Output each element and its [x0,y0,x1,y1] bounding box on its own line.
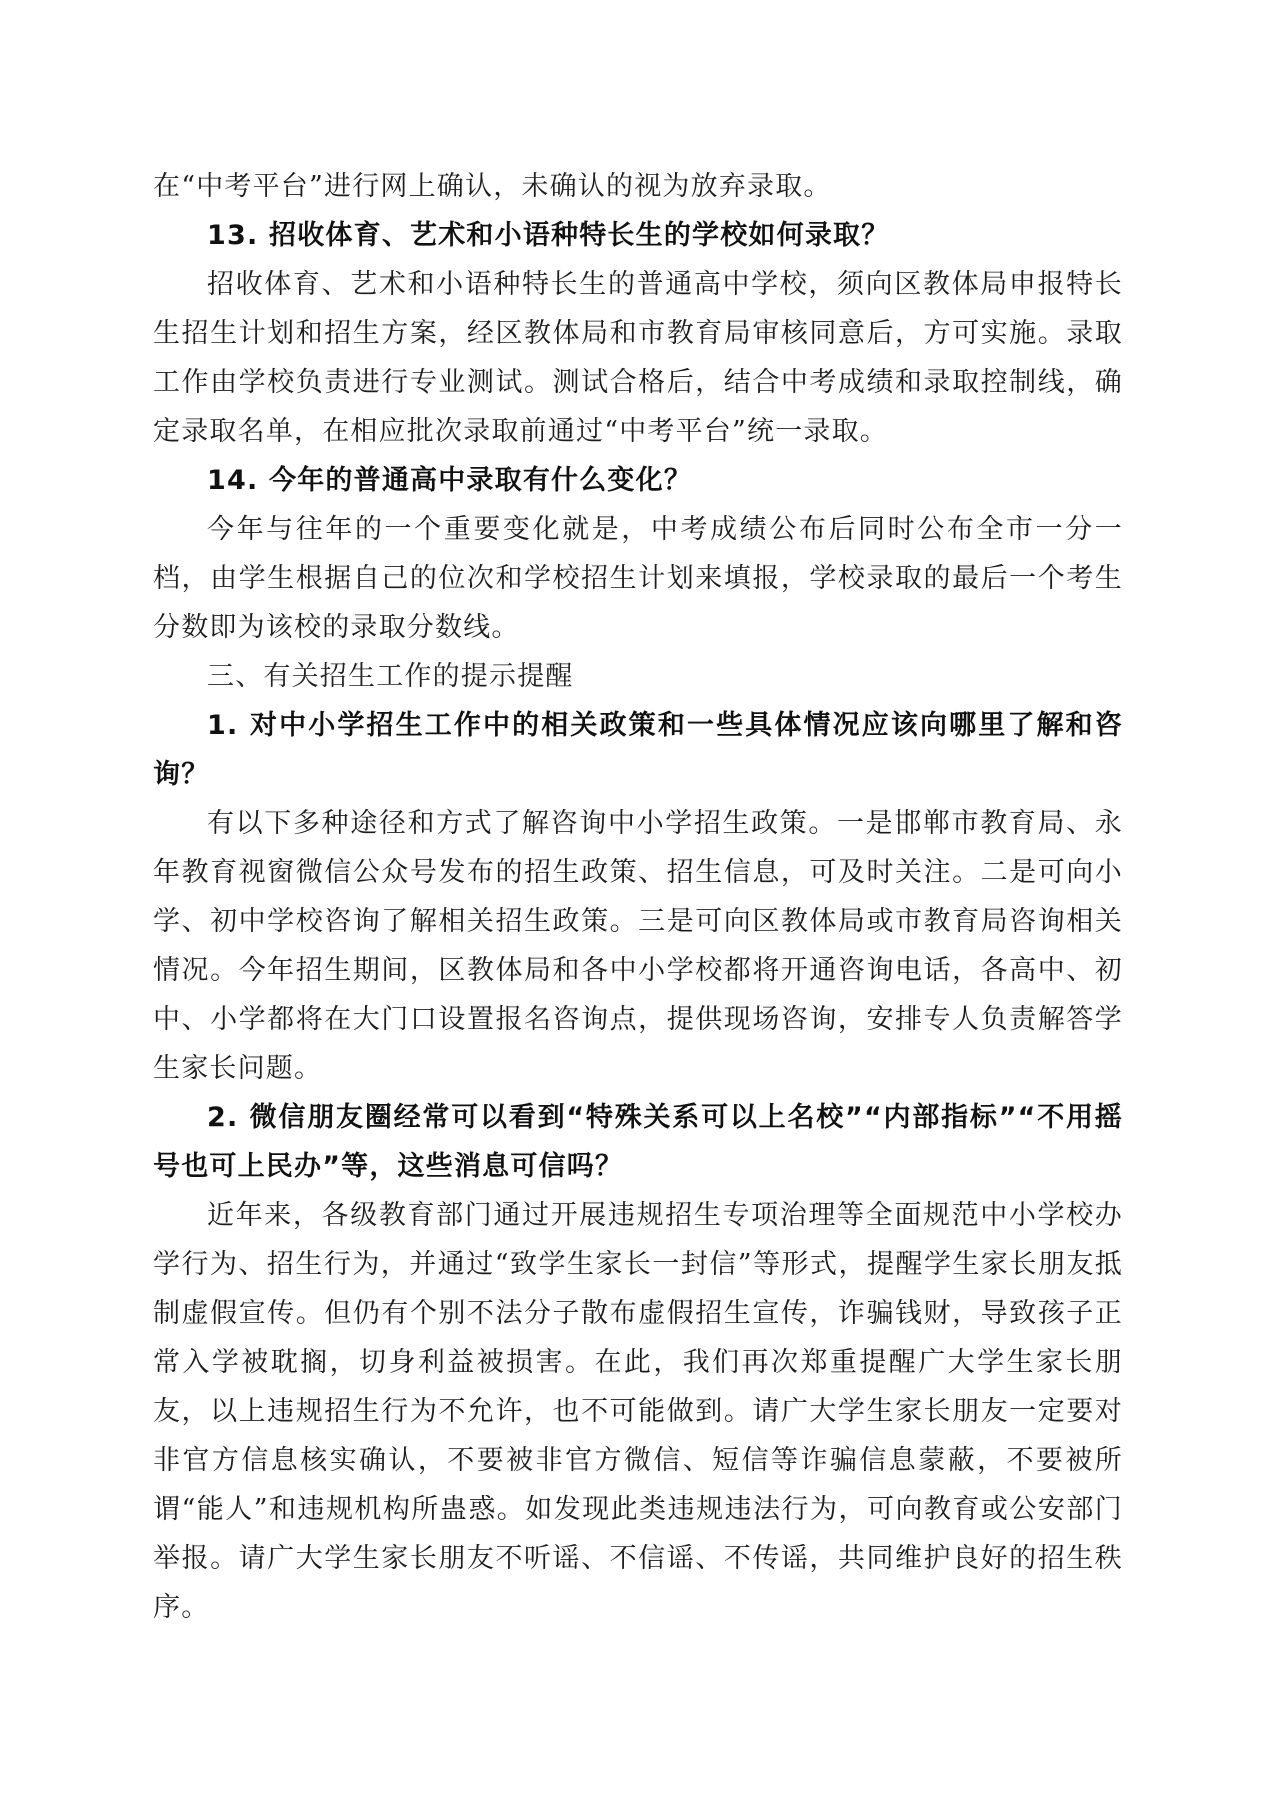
document-body [153,162,1123,1632]
section-3-question-1-answer: 有以下多种途径和方式了解咨询中小学招生政策。一是邯郸市教育局、永年教育视窗微信公众号发布的招生政策、招生信息，可及时关注。二是可向小学、初中学校咨询了解相关招生政策。三是可向区教体局或市教育局咨询相关情况。今年招生期间，区教体局和各中小学校都将开通咨询电话，各高中、初中、小学都将在大门口设置报名咨询点，提供现场咨询，安排专人负责解答学生家长问题。 [153,808,1123,1084]
continuation-paragraph: 在“中考平台”进行网上确认，未确认的视为放弃录取。 [153,171,832,202]
section-3-heading: 三、有关招生工作的提示提醒 [207,661,574,692]
section-3-question-2-heading: 2. 微信朋友圈经常可以看到“特殊关系可以上名校”“内部指标”“不用摇号也可上民办”等，这些消息可信吗？ [153,1102,1123,1182]
section-3-question-2-answer: 近年来，各级教育部门通过开展违规招生专项治理等全面规范中小学校办学行为、招生行为，并通过“致学生家长一封信”等形式，提醒学生家长朋友抵制虚假宣传。但仍有个别不法分子散布虚假招生宣传，诈骗钱财，导致孩子正常入学被耽搁，切身利益被损害。在此，我们再次郑重提醒广大学生家长朋友，以上违规招生行为不允许，也不可能做到。请广大学生家长朋友一定要对非官方信息核实确认，不要被非官方微信、短信等诈骗信息蒙蔽，不要被所谓“能人”和违规机构所蛊惑。如发现此类违规违法行为，可向教育或公安部门举报。请广大学生家长朋友不听谣、不信谣、不传谣，共同维护良好的招生秩序。 [153,1200,1123,1623]
question-14-heading: 14. 今年的普通高中录取有什么变化？ [207,465,693,496]
question-13-heading: 13. 招收体育、艺术和小语种特长生的学校如何录取？ [207,220,890,251]
question-14-answer: 今年与往年的一个重要变化就是，中考成绩公布后同时公布全市一分一档，由学生根据自己的位次和学校招生计划来填报，学校录取的最后一个考生分数即为该校的录取分数线。 [153,514,1123,643]
section-3-question-1-heading: 1. 对中小学招生工作中的相关政策和一些具体情况应该向哪里了解和咨询？ [153,710,1123,790]
question-13-answer: 招收体育、艺术和小语种特长生的普通高中学校，须向区教体局申报特长生招生计划和招生方案，经区教体局和市教育局审核同意后，方可实施。录取工作由学校负责进行专业测试。测试合格后，结合中考成绩和录取控制线，确定录取名单，在相应批次录取前通过“中考平台”统一录取。 [153,269,1123,447]
